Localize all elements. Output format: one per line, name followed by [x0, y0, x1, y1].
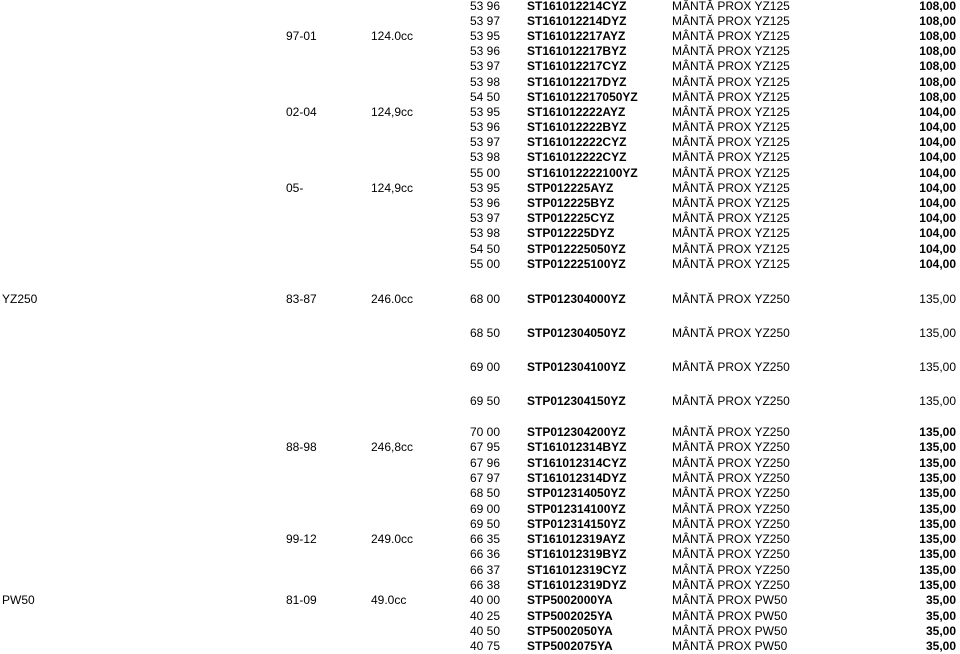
price-cell: 135,00	[919, 578, 956, 592]
price-cell: 135,00	[919, 456, 956, 470]
description-cell: MÂNTĂ PROX YZ125	[672, 14, 790, 28]
price-cell: 104,00	[919, 150, 956, 164]
price-cell: 104,00	[919, 166, 956, 180]
dimension-cell: 66 38	[470, 578, 501, 592]
part-code-cell: ST161012314CYZ	[527, 456, 627, 470]
table-row	[0, 90, 960, 105]
part-code-cell: ST161012217AYZ	[527, 29, 626, 43]
table-row	[0, 59, 960, 74]
part-code-cell: ST161012319DYZ	[527, 578, 627, 592]
description-cell: MÂNTĂ PROX PW50	[672, 593, 788, 607]
part-code-cell: STP012225CYZ	[527, 211, 615, 225]
description-cell: MÂNTĂ PROX YZ250	[672, 471, 790, 485]
table-row	[0, 44, 960, 59]
model-cell: YZ250	[2, 292, 38, 306]
table-row	[0, 135, 960, 150]
part-code-cell: STP012225DYZ	[527, 226, 615, 240]
displacement-cell: 49.0cc	[371, 593, 407, 607]
table-row	[0, 578, 960, 593]
description-cell: MÂNTĂ PROX YZ125	[672, 120, 790, 134]
displacement-cell: 246,8cc	[371, 440, 414, 454]
price-cell: 135,00	[919, 502, 956, 516]
dimension-cell: 53 96	[470, 0, 501, 13]
dimension-cell: 67 96	[470, 456, 501, 470]
dimension-cell: 40 25	[470, 609, 501, 623]
price-cell: 135,00	[919, 360, 956, 374]
dimension-cell: 66 35	[470, 532, 501, 546]
description-cell: MÂNTĂ PROX YZ125	[672, 211, 790, 225]
displacement-cell: 249.0cc	[371, 532, 414, 546]
table-row	[0, 563, 960, 578]
dimension-cell: 53 97	[470, 59, 501, 73]
price-cell: 135,00	[919, 563, 956, 577]
price-cell: 135,00	[919, 517, 956, 531]
displacement-cell: 124,9cc	[371, 105, 414, 119]
dimension-cell: 67 95	[470, 440, 501, 454]
price-cell: 135,00	[919, 547, 956, 561]
table-row	[0, 0, 960, 14]
dimension-cell: 53 98	[470, 75, 501, 89]
dimension-cell: 54 50	[470, 90, 501, 104]
part-code-cell: ST161012222AYZ	[527, 105, 626, 119]
table-row	[0, 593, 960, 608]
table-row	[0, 257, 960, 272]
price-cell: 104,00	[919, 196, 956, 210]
part-code-cell: STP5002025YA	[527, 609, 613, 623]
part-code-cell: STP5002000YA	[527, 593, 613, 607]
table-row	[0, 360, 960, 375]
table-row	[0, 502, 960, 517]
dimension-cell: 53 97	[470, 14, 501, 28]
years-cell: 97-01	[286, 29, 317, 43]
dimension-cell: 53 96	[470, 44, 501, 58]
part-code-cell: STP5002050YA	[527, 624, 613, 638]
price-cell: 108,00	[919, 44, 956, 58]
price-cell: 104,00	[919, 242, 956, 256]
price-cell: 108,00	[919, 0, 956, 13]
description-cell: MÂNTĂ PROX YZ250	[672, 394, 790, 408]
part-code-cell: ST161012217DYZ	[527, 75, 627, 89]
dimension-cell: 54 50	[470, 242, 501, 256]
description-cell: MÂNTĂ PROX YZ125	[672, 181, 790, 195]
part-code-cell: STP5002075YA	[527, 639, 613, 653]
table-row	[0, 394, 960, 409]
dimension-cell: 68 00	[470, 292, 501, 306]
dimension-cell: 55 00	[470, 257, 501, 271]
price-cell: 135,00	[919, 471, 956, 485]
years-cell: 81-09	[286, 593, 317, 607]
description-cell: MÂNTĂ PROX YZ125	[672, 150, 790, 164]
table-row	[0, 547, 960, 562]
dimension-cell: 53 97	[470, 135, 501, 149]
description-cell: MÂNTĂ PROX YZ250	[672, 563, 790, 577]
price-cell: 135,00	[919, 440, 956, 454]
table-row	[0, 211, 960, 226]
table-row	[0, 120, 960, 135]
description-cell: MÂNTĂ PROX YZ250	[672, 440, 790, 454]
part-code-cell: ST161012222CYZ	[527, 135, 627, 149]
dimension-cell: 67 97	[470, 471, 501, 485]
dimension-cell: 68 50	[470, 326, 501, 340]
description-cell: MÂNTĂ PROX YZ250	[672, 578, 790, 592]
price-cell: 135,00	[919, 326, 956, 340]
years-cell: 05-	[286, 181, 304, 195]
price-cell: 108,00	[919, 90, 956, 104]
dimension-cell: 68 50	[470, 486, 501, 500]
part-code-cell: ST161012214DYZ	[527, 14, 627, 28]
dimension-cell: 53 97	[470, 211, 501, 225]
table-row	[0, 609, 960, 624]
price-cell: 108,00	[919, 75, 956, 89]
table-row	[0, 14, 960, 29]
table-row	[0, 326, 960, 341]
part-code-cell: STP012304150YZ	[527, 394, 626, 408]
dimension-cell: 53 98	[470, 226, 501, 240]
description-cell: MÂNTĂ PROX YZ125	[672, 59, 790, 73]
part-code-cell: ST161012319CYZ	[527, 563, 627, 577]
price-cell: 135,00	[919, 394, 956, 408]
table-row	[0, 166, 960, 181]
dimension-cell: 66 36	[470, 547, 501, 561]
part-code-cell: STP012304050YZ	[527, 326, 626, 340]
table-row	[0, 425, 960, 440]
dimension-cell: 53 96	[470, 196, 501, 210]
description-cell: MÂNTĂ PROX YZ125	[672, 44, 790, 58]
description-cell: MÂNTĂ PROX YZ125	[672, 90, 790, 104]
table-row	[0, 471, 960, 486]
part-code-cell: ST161012314DYZ	[527, 471, 627, 485]
dimension-cell: 53 98	[470, 150, 501, 164]
table-row	[0, 532, 960, 547]
description-cell: MÂNTĂ PROX YZ125	[672, 75, 790, 89]
description-cell: MÂNTĂ PROX PW50	[672, 609, 788, 623]
dimension-cell: 53 95	[470, 29, 501, 43]
price-cell: 104,00	[919, 181, 956, 195]
description-cell: MÂNTĂ PROX YZ250	[672, 456, 790, 470]
description-cell: MÂNTĂ PROX YZ250	[672, 360, 790, 374]
description-cell: MÂNTĂ PROX YZ125	[672, 226, 790, 240]
years-cell: 83-87	[286, 292, 317, 306]
dimension-cell: 53 95	[470, 105, 501, 119]
part-code-cell: STP012304100YZ	[527, 360, 626, 374]
table-row	[0, 242, 960, 257]
description-cell: MÂNTĂ PROX YZ250	[672, 532, 790, 546]
table-row	[0, 105, 960, 120]
part-code-cell: STP012225050YZ	[527, 242, 626, 256]
price-cell: 108,00	[919, 29, 956, 43]
table-row	[0, 181, 960, 196]
dimension-cell: 55 00	[470, 166, 501, 180]
description-cell: MÂNTĂ PROX YZ250	[672, 502, 790, 516]
years-cell: 99-12	[286, 532, 317, 546]
price-cell: 135,00	[919, 292, 956, 306]
part-code-cell: STP012225AYZ	[527, 181, 614, 195]
description-cell: MÂNTĂ PROX YZ125	[672, 196, 790, 210]
table-row	[0, 226, 960, 241]
price-cell: 35,00	[925, 609, 956, 623]
dimension-cell: 40 50	[470, 624, 501, 638]
price-cell: 108,00	[919, 14, 956, 28]
years-cell: 88-98	[286, 440, 317, 454]
part-code-cell: ST161012222CYZ	[527, 150, 627, 164]
table-row	[0, 517, 960, 532]
dimension-cell: 53 95	[470, 181, 501, 195]
table-row	[0, 75, 960, 90]
part-code-cell: STP012304200YZ	[527, 425, 626, 439]
part-code-cell: ST161012314BYZ	[527, 440, 627, 454]
price-cell: 35,00	[925, 624, 956, 638]
price-cell: 104,00	[919, 120, 956, 134]
displacement-cell: 246.0cc	[371, 292, 414, 306]
table-row	[0, 456, 960, 471]
table-row	[0, 486, 960, 501]
table-row	[0, 150, 960, 165]
dimension-cell: 70 00	[470, 425, 501, 439]
dimension-cell: 69 50	[470, 517, 501, 531]
price-cell: 135,00	[919, 532, 956, 546]
description-cell: MÂNTĂ PROX YZ250	[672, 326, 790, 340]
price-cell: 135,00	[919, 425, 956, 439]
part-code-cell: STP012314150YZ	[527, 517, 626, 531]
part-code-cell: ST161012222BYZ	[527, 120, 627, 134]
dimension-cell: 69 00	[470, 502, 501, 516]
price-cell: 104,00	[919, 257, 956, 271]
description-cell: MÂNTĂ PROX PW50	[672, 639, 788, 653]
description-cell: MÂNTĂ PROX YZ250	[672, 292, 790, 306]
dimension-cell: 66 37	[470, 563, 501, 577]
price-cell: 104,00	[919, 211, 956, 225]
description-cell: MÂNTĂ PROX YZ125	[672, 257, 790, 271]
description-cell: MÂNTĂ PROX YZ125	[672, 105, 790, 119]
description-cell: MÂNTĂ PROX YZ125	[672, 242, 790, 256]
dimension-cell: 40 00	[470, 593, 501, 607]
price-cell: 104,00	[919, 105, 956, 119]
description-cell: MÂNTĂ PROX YZ125	[672, 135, 790, 149]
part-code-cell: ST161012217CYZ	[527, 59, 627, 73]
price-cell: 135,00	[919, 486, 956, 500]
displacement-cell: 124,9cc	[371, 181, 414, 195]
table-row	[0, 639, 960, 654]
description-cell: MÂNTĂ PROX YZ250	[672, 517, 790, 531]
part-code-cell: ST161012217050YZ	[527, 90, 638, 104]
part-code-cell: ST161012319BYZ	[527, 547, 627, 561]
model-cell: PW50	[2, 593, 35, 607]
part-code-cell: STP012314100YZ	[527, 502, 626, 516]
part-code-cell: STP012225100YZ	[527, 257, 626, 271]
part-code-cell: STP012304000YZ	[527, 292, 626, 306]
table-row	[0, 440, 960, 455]
table-row	[0, 29, 960, 44]
dimension-cell: 40 75	[470, 639, 501, 653]
part-code-cell: STP012225BYZ	[527, 196, 615, 210]
dimension-cell: 69 00	[470, 360, 501, 374]
displacement-cell: 124.0cc	[371, 29, 414, 43]
description-cell: MÂNTĂ PROX YZ125	[672, 29, 790, 43]
dimension-cell: 69 50	[470, 394, 501, 408]
price-cell: 35,00	[925, 639, 956, 653]
table-row	[0, 196, 960, 211]
description-cell: MÂNTĂ PROX YZ125	[672, 166, 790, 180]
description-cell: MÂNTĂ PROX PW50	[672, 624, 788, 638]
description-cell: MÂNTĂ PROX YZ125	[672, 0, 790, 13]
price-cell: 104,00	[919, 226, 956, 240]
part-code-cell: ST161012217BYZ	[527, 44, 627, 58]
description-cell: MÂNTĂ PROX YZ250	[672, 547, 790, 561]
description-cell: MÂNTĂ PROX YZ250	[672, 425, 790, 439]
years-cell: 02-04	[286, 105, 317, 119]
description-cell: MÂNTĂ PROX YZ250	[672, 486, 790, 500]
table-row	[0, 292, 960, 307]
part-code-cell: ST161012222100YZ	[527, 166, 638, 180]
table-row	[0, 624, 960, 639]
part-code-cell: ST161012214CYZ	[527, 0, 627, 13]
part-code-cell: STP012314050YZ	[527, 486, 626, 500]
dimension-cell: 53 96	[470, 120, 501, 134]
price-cell: 108,00	[919, 59, 956, 73]
price-cell: 35,00	[925, 593, 956, 607]
part-code-cell: ST161012319AYZ	[527, 532, 626, 546]
price-cell: 104,00	[919, 135, 956, 149]
